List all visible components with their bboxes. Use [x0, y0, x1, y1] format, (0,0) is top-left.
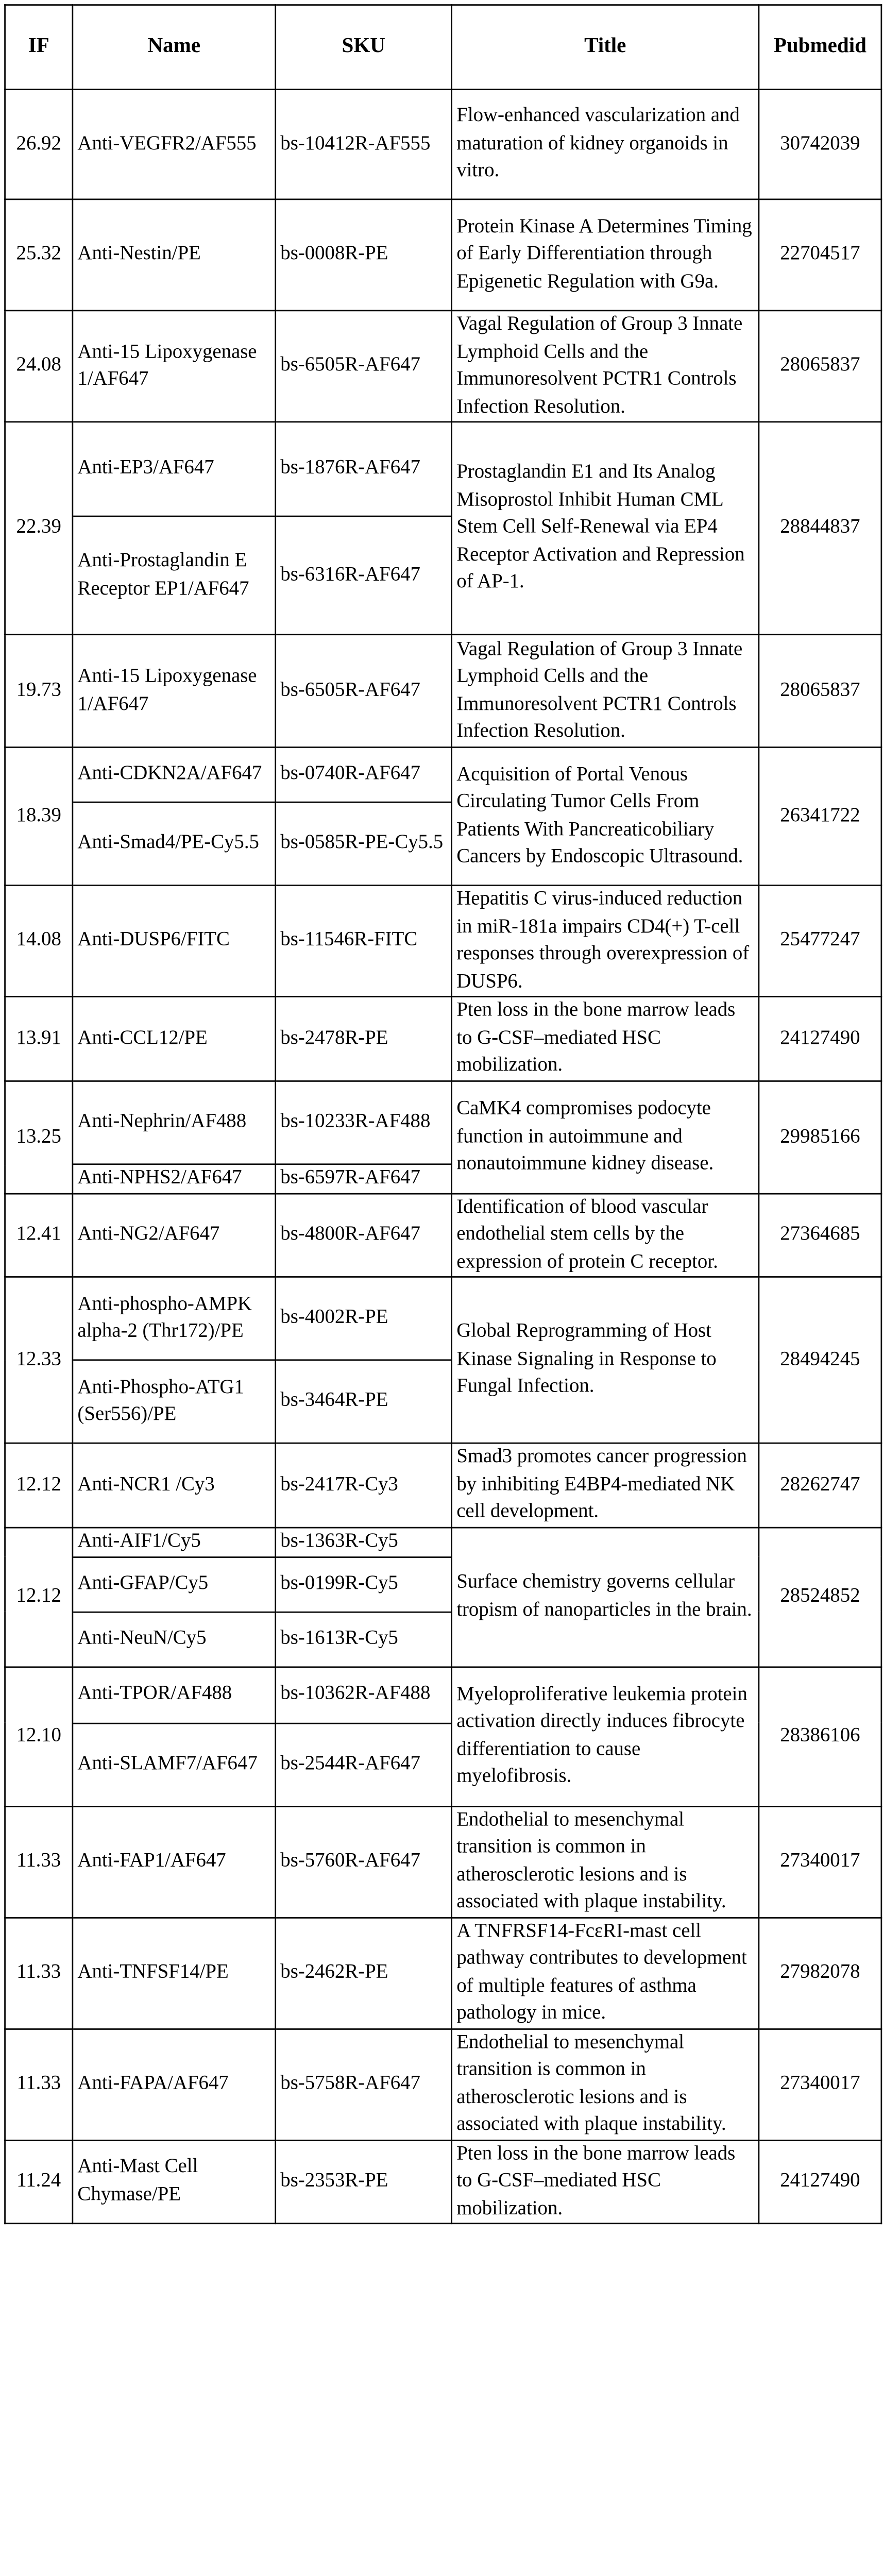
name-cell: Anti-Phospho-ATG1 (Ser556)/PE	[73, 1360, 276, 1443]
title-cell: Acquisition of Portal Venous Circulating Tumor Cells From Patients With Pancreaticobiliary Cancers by Endoscopic Ultrasound.	[452, 747, 759, 885]
table-row	[5, 2140, 881, 2224]
table-row	[5, 635, 881, 748]
title-cell: Myeloproliferative leukemia protein activation directly induces fibrocyte differentiation to cause myelofibrosis.	[452, 1666, 759, 1806]
if-cell: 13.25	[5, 1081, 73, 1193]
if-cell: 13.91	[5, 996, 73, 1081]
if-cell: 12.12	[5, 1443, 73, 1528]
sku-cell: bs-1876R-AF647	[276, 422, 452, 516]
sku-cell: bs-2544R-AF647	[276, 1723, 452, 1806]
title-cell: Hepatitis C virus-induced reduction in miR-181a impairs CD4(+) T-cell responses through overexpression of DUSP6.	[452, 885, 759, 996]
name-cell: Anti-SLAMF7/AF647	[73, 1723, 276, 1806]
sku-cell: bs-2478R-PE	[276, 996, 452, 1081]
name-cell: Anti-AIF1/Cy5	[73, 1528, 276, 1556]
table-row	[5, 90, 881, 199]
if-cell: 26.92	[5, 90, 73, 199]
header-sku: SKU	[276, 5, 452, 90]
table-row	[5, 422, 881, 516]
if-cell: 12.10	[5, 1666, 73, 1806]
name-cell: Anti-FAPA/AF647	[73, 2028, 276, 2140]
if-cell: 22.39	[5, 422, 73, 635]
if-cell: 24.08	[5, 311, 73, 422]
title-cell: Flow-enhanced vascularization and maturation of kidney organoids in vitro.	[452, 90, 759, 199]
name-cell: Anti-NCR1 /Cy3	[73, 1443, 276, 1528]
title-cell: Prostaglandin E1 and Its Analog Misoprostol Inhibit Human CML Stem Cell Self-Renewal via EP4 Receptor Activation and Repression of AP-1.	[452, 422, 759, 635]
sku-cell: bs-1613R-Cy5	[276, 1612, 452, 1667]
if-cell: 25.32	[5, 199, 73, 311]
table-row	[5, 1917, 881, 2028]
table-row	[5, 1528, 881, 1556]
header-title: Title	[452, 5, 759, 90]
name-cell: Anti-NPHS2/AF647	[73, 1164, 276, 1193]
if-cell: 11.33	[5, 1917, 73, 2028]
name-cell: Anti-NG2/AF647	[73, 1193, 276, 1277]
pubmedid-cell: 28524852	[759, 1528, 881, 1666]
pubmedid-cell: 28065837	[759, 311, 881, 422]
pubmedid-cell: 22704517	[759, 199, 881, 311]
sku-cell: bs-0008R-PE	[276, 199, 452, 311]
table-row	[5, 1081, 881, 1164]
table-row	[5, 1193, 881, 1277]
name-cell: Anti-Nestin/PE	[73, 199, 276, 311]
name-cell: Anti-NeuN/Cy5	[73, 1612, 276, 1667]
publication-table	[4, 4, 882, 2224]
sku-cell: bs-6316R-AF647	[276, 516, 452, 635]
sku-cell: bs-6505R-AF647	[276, 635, 452, 748]
name-cell: Anti-15 Lipoxygenase 1/AF647	[73, 635, 276, 748]
header-name: Name	[73, 5, 276, 90]
sku-cell: bs-11546R-FITC	[276, 885, 452, 996]
sku-cell: bs-2353R-PE	[276, 2140, 452, 2224]
table-row	[5, 885, 881, 996]
name-cell: Anti-Nephrin/AF488	[73, 1081, 276, 1164]
title-cell: Protein Kinase A Determines Timing of Early Differentiation through Epigenetic Regulation with G9a.	[452, 199, 759, 311]
if-cell: 18.39	[5, 747, 73, 885]
pubmedid-cell: 28844837	[759, 422, 881, 635]
sku-cell: bs-1363R-Cy5	[276, 1528, 452, 1556]
if-cell: 11.24	[5, 2140, 73, 2224]
title-cell: A TNFRSF14-FcεRI-mast cell pathway contributes to development of multiple features of asthma pathology in mice.	[452, 1917, 759, 2028]
pubmedid-cell: 24127490	[759, 2140, 881, 2224]
name-cell: Anti-GFAP/Cy5	[73, 1556, 276, 1612]
table-row	[5, 1806, 881, 1917]
sku-cell: bs-2462R-PE	[276, 1917, 452, 2028]
sku-cell: bs-0740R-AF647	[276, 747, 452, 802]
title-cell: Endothelial to mesenchymal transition is common in atherosclerotic lesions and is associated with plaque instability.	[452, 2028, 759, 2140]
sku-cell: bs-6505R-AF647	[276, 311, 452, 422]
if-cell: 12.33	[5, 1277, 73, 1443]
table-row	[5, 199, 881, 311]
sku-cell: bs-5758R-AF647	[276, 2028, 452, 2140]
name-cell: Anti-TNFSF14/PE	[73, 1917, 276, 2028]
name-cell: Anti-Prostaglandin E Receptor EP1/AF647	[73, 516, 276, 635]
name-cell: Anti-EP3/AF647	[73, 422, 276, 516]
table-row	[5, 747, 881, 802]
sku-cell: bs-10233R-AF488	[276, 1081, 452, 1164]
sku-cell: bs-4002R-PE	[276, 1277, 452, 1360]
title-cell: Pten loss in the bone marrow leads to G-CSF–mediated HSC mobilization.	[452, 996, 759, 1081]
name-cell: Anti-CDKN2A/AF647	[73, 747, 276, 802]
name-cell: Anti-Mast Cell Chymase/PE	[73, 2140, 276, 2224]
pubmedid-cell: 30742039	[759, 90, 881, 199]
sku-cell: bs-0199R-Cy5	[276, 1556, 452, 1612]
sku-cell: bs-0585R-PE-Cy5.5	[276, 802, 452, 885]
pubmedid-cell: 27340017	[759, 2028, 881, 2140]
sku-cell: bs-5760R-AF647	[276, 1806, 452, 1917]
sku-cell: bs-4800R-AF647	[276, 1193, 452, 1277]
name-cell: Anti-VEGFR2/AF555	[73, 90, 276, 199]
title-cell: Vagal Regulation of Group 3 Innate Lymphoid Cells and the Immunoresolvent PCTR1 Controls Infection Resolution.	[452, 635, 759, 748]
if-cell: 11.33	[5, 2028, 73, 2140]
title-cell: Identification of blood vascular endothelial stem cells by the expression of protein C receptor.	[452, 1193, 759, 1277]
if-cell: 14.08	[5, 885, 73, 996]
pubmedid-cell: 28386106	[759, 1666, 881, 1806]
pubmedid-cell: 28262747	[759, 1443, 881, 1528]
if-cell: 11.33	[5, 1806, 73, 1917]
title-cell: Endothelial to mesenchymal transition is common in atherosclerotic lesions and is associated with plaque instability.	[452, 1806, 759, 1917]
header-pubmedid: Pubmedid	[759, 5, 881, 90]
table-row	[5, 1277, 881, 1360]
title-cell: Smad3 promotes cancer progression by inhibiting E4BP4-mediated NK cell development.	[452, 1443, 759, 1528]
pubmedid-cell: 28065837	[759, 635, 881, 748]
name-cell: Anti-TPOR/AF488	[73, 1666, 276, 1722]
title-cell: Vagal Regulation of Group 3 Innate Lymphoid Cells and the Immunoresolvent PCTR1 Controls Infection Resolution.	[452, 311, 759, 422]
sku-cell: bs-3464R-PE	[276, 1360, 452, 1443]
name-cell: Anti-DUSP6/FITC	[73, 885, 276, 996]
pubmedid-cell: 27364685	[759, 1193, 881, 1277]
table-body	[5, 90, 881, 2224]
pubmedid-cell: 28494245	[759, 1277, 881, 1443]
table-row	[5, 1443, 881, 1528]
pubmedid-cell: 27982078	[759, 1917, 881, 2028]
if-cell: 12.41	[5, 1193, 73, 1277]
if-cell: 12.12	[5, 1528, 73, 1666]
title-cell: Global Reprogramming of Host Kinase Signaling in Response to Fungal Infection.	[452, 1277, 759, 1443]
table-row	[5, 1666, 881, 1722]
pubmedid-cell: 26341722	[759, 747, 881, 885]
table-row	[5, 996, 881, 1081]
table-row	[5, 311, 881, 422]
name-cell: Anti-Smad4/PE-Cy5.5	[73, 802, 276, 885]
header-if: IF	[5, 5, 73, 90]
name-cell: Anti-CCL12/PE	[73, 996, 276, 1081]
sku-cell: bs-6597R-AF647	[276, 1164, 452, 1193]
name-cell: Anti-phospho-AMPK alpha-2 (Thr172)/PE	[73, 1277, 276, 1360]
pubmedid-cell: 29985166	[759, 1081, 881, 1193]
if-cell: 19.73	[5, 635, 73, 748]
pubmedid-cell: 24127490	[759, 996, 881, 1081]
pubmedid-cell: 27340017	[759, 1806, 881, 1917]
title-cell: CaMK4 compromises podocyte function in autoimmune and nonautoimmune kidney disease.	[452, 1081, 759, 1193]
sku-cell: bs-10362R-AF488	[276, 1666, 452, 1722]
name-cell: Anti-15 Lipoxygenase 1/AF647	[73, 311, 276, 422]
pubmedid-cell: 25477247	[759, 885, 881, 996]
sku-cell: bs-2417R-Cy3	[276, 1443, 452, 1528]
table-row	[5, 2028, 881, 2140]
title-cell: Pten loss in the bone marrow leads to G-CSF–mediated HSC mobilization.	[452, 2140, 759, 2224]
header-row	[5, 5, 881, 90]
sku-cell: bs-10412R-AF555	[276, 90, 452, 199]
title-cell: Surface chemistry governs cellular tropism of nanoparticles in the brain.	[452, 1528, 759, 1666]
name-cell: Anti-FAP1/AF647	[73, 1806, 276, 1917]
